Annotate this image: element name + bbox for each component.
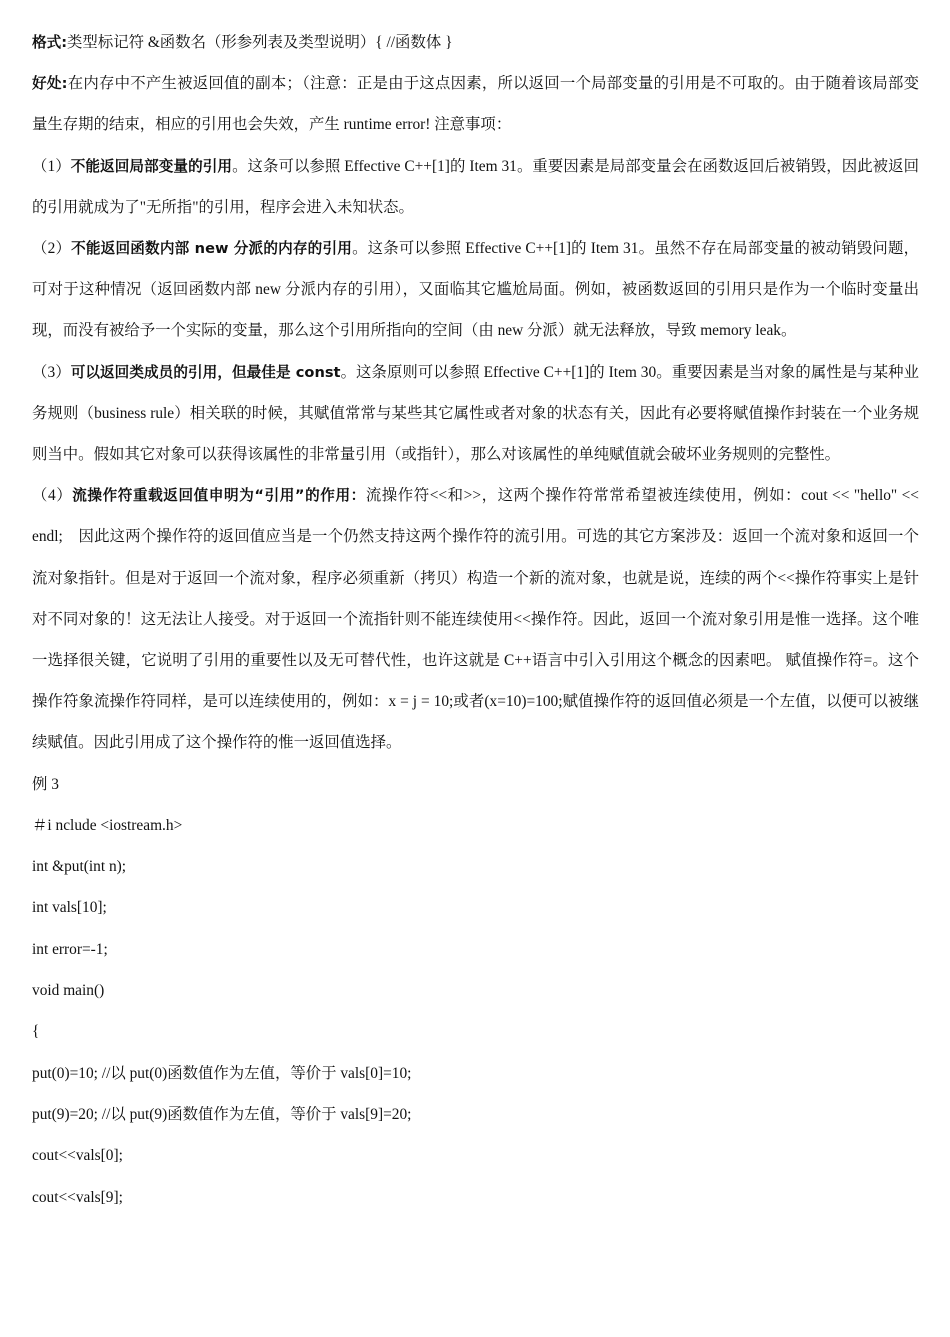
- example-label: 例 3: [32, 775, 59, 793]
- code-line: cout<<vals[0];: [32, 1147, 123, 1165]
- format-text: 类型标记符 &函数名（形参列表及类型说明）{ //函数体 }: [67, 34, 453, 51]
- note-2-prefix: （2）: [32, 240, 72, 258]
- format-line: [32, 22, 919, 63]
- code-line: void main(): [32, 982, 105, 1000]
- code-line: cout<<vals[9];: [32, 1188, 123, 1206]
- code-line: int &put(int n);: [32, 858, 127, 876]
- note-4-text: 流操作符<<和>>，这两个操作符常常希望被连续使用，例如：cout << "hello" << endl; 因此这两个操作符的返回值应当是一个仍然支持这两个操作符的流引用。可选的其它方案涉及：返回一个流对象和返回一个流对象指针。但是对于返回一个流对象，程序必须重新（拷贝）构造一个新的流对象，也就是说，连续的两个<<操作符事实上是针对不同对象的！这无法让人接受。对于返回一个流指针则不能连续使用<<操作符。因此，返回一个流对象引用是惟一选择。这个唯一选择很关键，它说明了引用的重要性以及无可替代性，也许这就是 C++语言中引入引用这个概念的因素吧。 赋值操作符=。这个操作符象流操作符同样，是可以连续使用的，例如：x = j = 10;或者(x=10)=100;赋值操作符的返回值必须是一个左值，以便可以被继续赋值。因此引用成了这个操作符的惟一返回值选择。: [32, 487, 919, 752]
- code-line: put(0)=10; //以 put(0)函数值作为左值，等价于 vals[0]=10;: [32, 1064, 412, 1082]
- note-1-text: 。这条可以参照 Effective C++[1]的 Item 31。重要因素是局部变量会在函数返回后被销毁，因此被返回的引用就成为了"无所指"的引用，程序会进入未知状态。: [32, 157, 920, 216]
- note-4-prefix: （4）: [32, 487, 73, 505]
- code-line: int error=-1;: [32, 940, 108, 958]
- code-block: [32, 805, 919, 1218]
- benefit-paragraph: [32, 63, 919, 145]
- benefit-text: 在内存中不产生被返回值的副本；（注意：正是由于这点因素，所以返回一个局部变量的引用是不可取的。由于随着该局部变量生存期的结束，相应的引用也会失效，产生 runtime error! 注意事项：: [32, 75, 919, 134]
- note-4-heading: 流操作符重载返回值申明为“引用”的作用：: [72, 487, 366, 505]
- benefit-label: 好处:: [32, 75, 68, 93]
- note-1-prefix: （1）: [32, 157, 71, 175]
- note-3-paragraph: [32, 352, 919, 476]
- note-3-heading: 可以返回类成员的引用，但最佳是 const: [70, 363, 341, 381]
- note-2-paragraph: [32, 228, 919, 352]
- code-line: int vals[10];: [32, 899, 107, 917]
- note-1-paragraph: [32, 146, 919, 228]
- note-2-text: 。这条可以参照 Effective C++[1]的 Item 31。虽然不存在局部变量的被动销毁问题，可对于这种情况（返回函数内部 new 分派内存的引用），又面临其它尴尬局面。例如，被函数返回的引用只是作为一个临时变量出现，而没有被给予一个实际的变量，那么这个引用所指向的空间（由 new 分派）就无法释放，导致 memory leak。: [32, 240, 919, 340]
- note-3-text: 。这条原则可以参照 Effective C++[1]的 Item 30。重要因素是当对象的属性是与某种业务规则（business rule）相关联的时候，其赋值常常与某些其它属性或者对象的状态有关，因此有必要将赋值操作封装在一个业务规则当中。假如其它对象可以获得该属性的非常量引用（或指针），那么对该属性的单纯赋值就会破坏业务规则的完整性。: [32, 363, 920, 464]
- code-line: {: [32, 1023, 40, 1041]
- format-label: 格式:: [32, 34, 68, 51]
- code-line: ＃i nclude <iostream.h>: [32, 816, 183, 834]
- code-line: put(9)=20; //以 put(9)函数值作为左值，等价于 vals[9]=20;: [32, 1105, 412, 1123]
- note-2-heading: 不能返回函数内部 new 分派的内存的引用: [71, 240, 353, 258]
- note-4-paragraph: [32, 475, 919, 763]
- note-1-heading: 不能返回局部变量的引用: [70, 157, 233, 175]
- note-3-prefix: （3）: [32, 363, 71, 381]
